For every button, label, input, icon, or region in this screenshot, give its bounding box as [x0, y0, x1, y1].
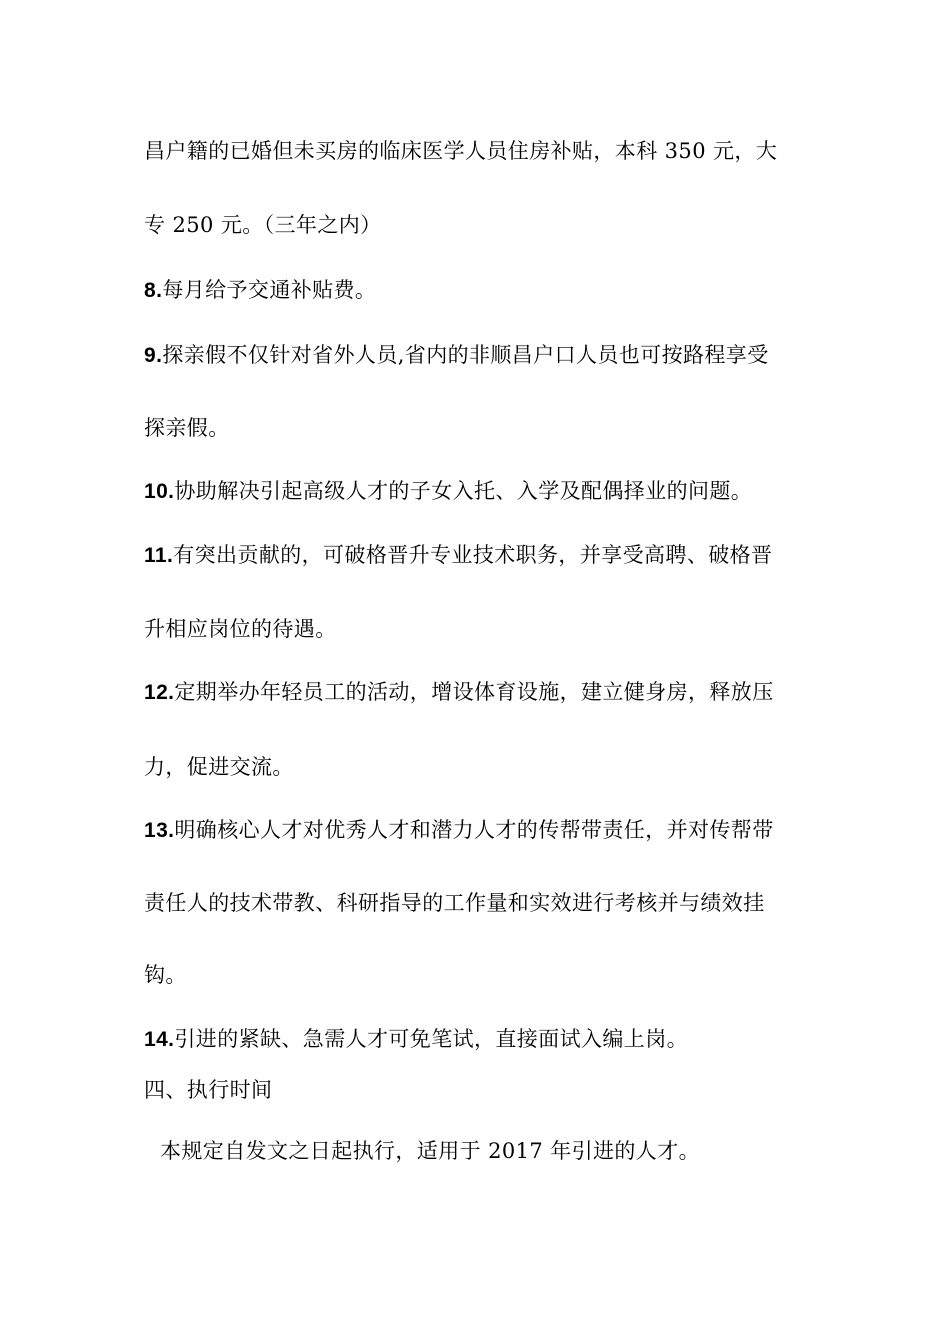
list-item-10 — [144, 476, 752, 507]
line-text: 探亲假。 — [144, 416, 230, 440]
list-item-13 — [144, 815, 774, 846]
list-item-12 — [144, 677, 774, 708]
paragraph-line — [144, 960, 187, 990]
paragraph-line — [144, 136, 777, 166]
item-text: 协助解决引起高级人才的子女入托、入学及配偶择业的问题。 — [174, 479, 753, 503]
list-item-8 — [144, 275, 376, 306]
closing-paragraph — [160, 1136, 700, 1166]
list-item-14 — [144, 1024, 688, 1055]
section-heading-text: 四、执行时间 — [144, 1078, 273, 1102]
paragraph-line — [144, 614, 337, 644]
item-number: 11. — [144, 544, 174, 567]
item-text: 引进的紧缺、急需人才可免笔试，直接面试入编上岗。 — [174, 1027, 689, 1051]
line-text: 升相应岗位的待遇。 — [144, 617, 337, 641]
line-text: 本规定自发文之日起执行，适用于 2017 年引进的人才。 — [160, 1139, 700, 1163]
paragraph-line — [144, 210, 382, 240]
item-number: 12. — [144, 681, 175, 704]
paragraph-line — [144, 413, 230, 443]
item-number: 10. — [144, 480, 175, 503]
item-text: 探亲假不仅针对省外人员,省内的非顺昌户口人员也可按路程享受 — [162, 343, 769, 367]
line-text: 责任人的技术带教、科研指导的工作量和实效进行考核并与绩效挂 — [144, 891, 765, 915]
item-text: 有突出贡献的，可破格晋升专业技术职务，并享受高聘、破格晋 — [173, 543, 773, 567]
line-text: 专 250 元。（三年之内） — [144, 213, 382, 237]
item-number: 9. — [144, 344, 163, 367]
list-item-9 — [144, 340, 769, 371]
line-text: 昌户籍的已婚但未买房的临床医学人员住房补贴，本科 350 元，大 — [144, 139, 778, 163]
item-text: 明确核心人才对优秀人才和潜力人才的传帮带责任，并对传帮带 — [174, 818, 774, 842]
item-text: 每月给予交通补贴费。 — [162, 278, 377, 302]
item-number: 13. — [144, 819, 175, 842]
item-number: 14. — [144, 1028, 175, 1051]
list-item-11 — [144, 540, 772, 571]
section-heading — [144, 1075, 272, 1105]
item-text: 定期举办年轻员工的活动，增设体育设施，建立健身房，释放压 — [174, 680, 774, 704]
item-number: 8. — [144, 279, 163, 302]
line-text: 钩。 — [144, 963, 187, 987]
paragraph-line — [144, 752, 294, 782]
line-text: 力，促进交流。 — [144, 755, 294, 779]
paragraph-line — [144, 888, 765, 918]
